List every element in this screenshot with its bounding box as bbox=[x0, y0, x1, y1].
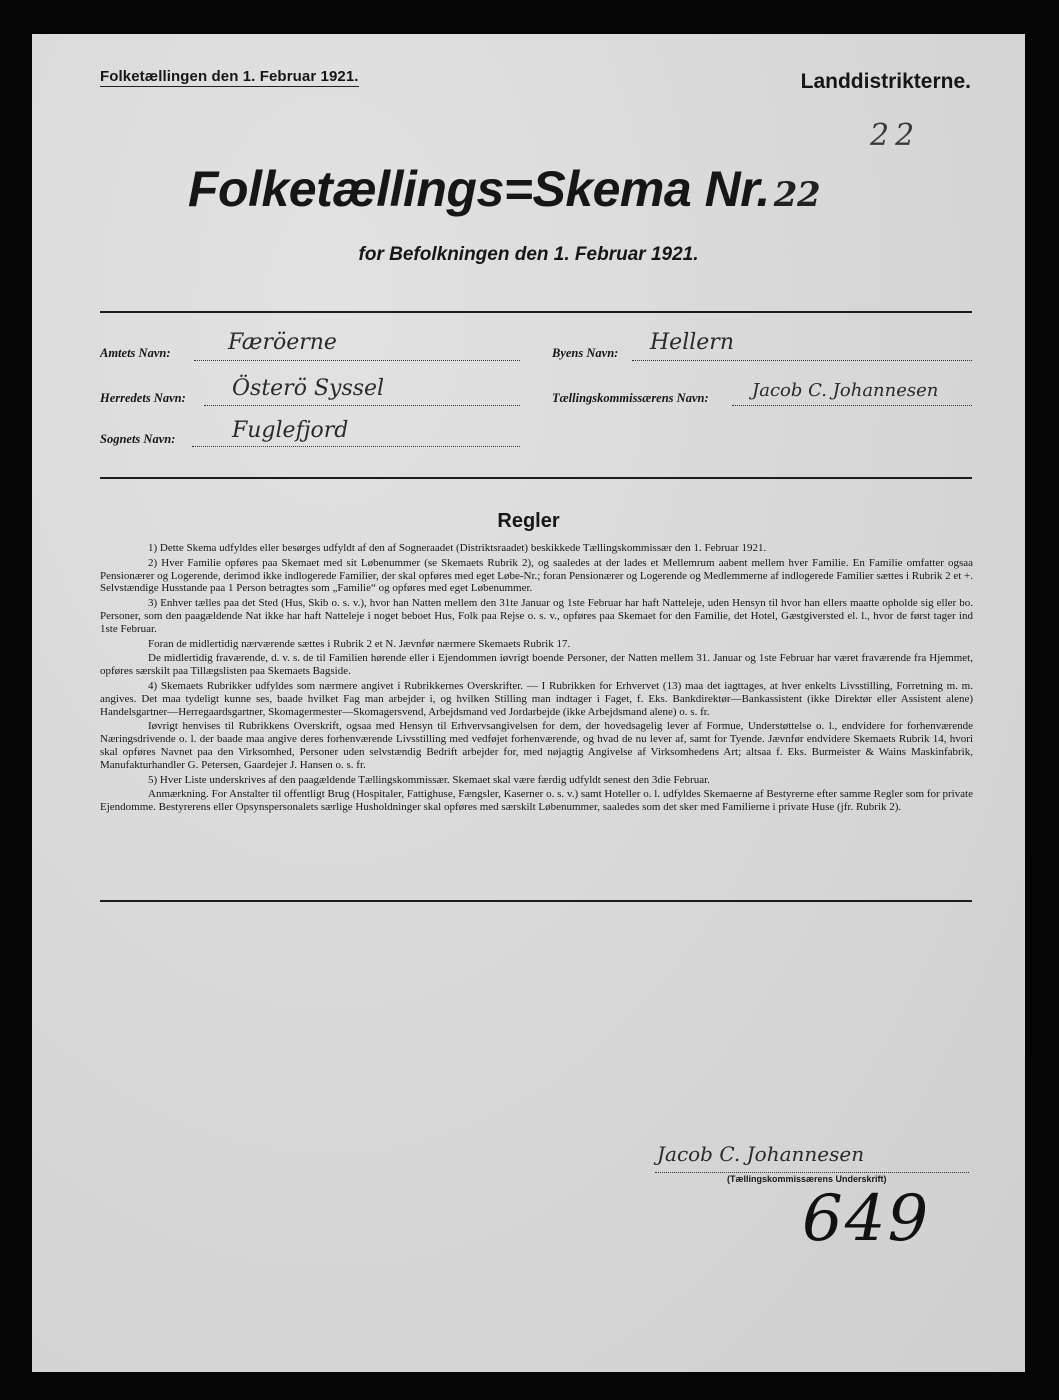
herred-label: Herredets Navn: bbox=[100, 391, 186, 405]
fields-divider bbox=[100, 477, 972, 479]
amt-label: Amtets Navn: bbox=[100, 346, 171, 360]
rule-paragraph: 5) Hver Liste underskrives af den paagældende Tællingskommissær. Skemaet skal være færdig udfyldt senest den 3die Februar. bbox=[148, 773, 710, 786]
signature-caption: (Tællingskommissærens Underskrift) bbox=[727, 1174, 887, 1184]
kommissaer-line bbox=[732, 405, 972, 406]
rules-text bbox=[100, 542, 973, 816]
kommissaer-value[interactable]: Jacob C. Johannesen bbox=[752, 380, 939, 401]
census-form-sheet bbox=[32, 34, 1025, 1372]
rule-paragraph: 2) Hver Familie opføres paa Skemaet med sit Løbenummer (se Skemaets Rubrik 2), og saaledes at der lades et Mellemrum aabent mellem hver Familie. En Familie omfatter ogsaa Pensionærer og Logerende, derimod ikke indlogerede Familier, der skal opføres med eget Løbe-Nr.; foran Pensionærer og Logerende og Medlemmerne af indlogerede Familier sættes i Rubrik 2 et +. Selvstændige Husstande paa 1 Person betragtes som „Familie“ og opføres med eget Løbenummer. bbox=[100, 556, 973, 595]
sogn-line bbox=[192, 446, 520, 447]
form-title bbox=[188, 160, 820, 218]
district-type-header: Landdistrikterne. bbox=[800, 70, 971, 93]
sogn-value[interactable]: Fuglefjord bbox=[232, 418, 349, 443]
amt-value[interactable]: Færöerne bbox=[228, 330, 337, 355]
by-line bbox=[632, 360, 972, 361]
by-value[interactable]: Hellern bbox=[650, 330, 734, 355]
rule-paragraph: 4) Skemaets Rubrikker udfyldes som nærmere angivet i Rubrikkernes Overskrifter. — I Rubrikken for Erhvervet (13) maa det iagttages, at hver enkelts Livsstilling, Forretning m. m. angives. Det maa tydeligt kunne ses, baade hvilket Fag man arbejder i, og hvilken Stilling man indtager i Faget, f. Eks. Bankdirektør—Bankassistent (ikke Direktør eller Assistent alene) Handelsgartner—Herregaardsgartner, Skomagermester—Skomagersvend, Arbejdsmand ved Jordarbejde (ikke Arbejdsmand alene) o. s. fr. bbox=[100, 679, 973, 718]
rules-bottom-divider bbox=[100, 900, 972, 902]
form-number: 22 bbox=[773, 175, 821, 215]
rule-paragraph: Iøvrigt henvises til Rubrikkens Overskrift, ogsaa med Hensyn til Erhvervsangivelsen for dem, der hovedsagelig lever af Formue, Understøttelse o. l., endvidere for forhenværende Næringsdrivende o. l. der baade maa angive deres forhenværende Livsstilling med vedføjet forhenværende, og hvad de nu lever af, samt for Tyende. Jævnfør endvidere Skemaets Rubrik 14, hvori skal opføres Navnet paa den Virksomhed, Personer uden selvstændig Bedrift arbejder for, med nøjagtig Angivelse af Virksomhedens Art; altsaa f. Eks. Burmeister & Wains Maskinfabrik, Manufakturhandler G. Petersen, Gaardejer J. Hansen o. s. fr. bbox=[100, 720, 973, 771]
rule-paragraph: 3) Enhver tælles paa det Sted (Hus, Skib o. s. v.), hvor han Natten mellem den 31te Januar og 1ste Februar har haft Natteleje, uden Hensyn til hvor han ellers maatte opholde sig eller bo. Personer, som den paagældende Nat ikke har haft Natteleje i noget beboet Hus, Folk paa Rejse o. s. v., opføres paa Skemaet for den Familie, det Hotel, Gæstgiversted el. l., hvor de først tager ind 1ste Februar. bbox=[100, 597, 973, 635]
form-subtitle: for Befolkningen den 1. Februar 1921. bbox=[358, 244, 699, 265]
rule-paragraph: De midlertidig fraværende, d. v. s. de til Familien hørende eller i Ejendommen iøvrigt boende Personer, der Natten mellem 31. Januar og 1ste Februar har været fraværende fra Hjemmet, opføres særskilt paa Tillægslisten paa Skemaets Bagside. bbox=[100, 652, 973, 678]
top-divider bbox=[100, 311, 972, 313]
amt-line bbox=[194, 360, 520, 361]
form-title-text: Folketællings=Skema Nr. bbox=[188, 161, 770, 217]
kommissaer-label: Tællingskommissærens Navn: bbox=[552, 391, 709, 405]
handwritten-page-number: 649 bbox=[802, 1182, 931, 1256]
by-label: Byens Navn: bbox=[552, 346, 619, 360]
sogn-label: Sognets Navn: bbox=[100, 432, 176, 446]
signature-line bbox=[655, 1172, 969, 1173]
herred-line bbox=[204, 405, 520, 406]
rule-paragraph: Anmærkning. For Anstalter til offentligt Brug (Hospitaler, Fattighuse, Fængsler, Kaserner o. s. v.) samt Hoteller o. l. udfyldes Skemaerne af Bestyrerne efter samme Regler som for private Ejendomme. Bestyrerens eller Opsynspersonalets særlige Husholdninger skal opføres med særskilt Løbenummer, saaledes som det sker med Familierne i private Huse (jfr. Rubrik 2). bbox=[100, 788, 973, 814]
census-date-header: Folketællingen den 1. Februar 1921. bbox=[100, 68, 359, 85]
rule-paragraph: Foran de midlertidig nærværende sættes i Rubrik 2 et N. Jævnfør nærmere Skemaets Rubrik 17. bbox=[148, 637, 571, 650]
rule-paragraph: 1) Dette Skema udfyldes eller besørges udfyldt af den af Sogneraadet (Distriktsraadet) beskikkede Tællingskommissær den 1. Februar 1921. bbox=[148, 542, 767, 554]
handwritten-corner-number: 22 bbox=[870, 118, 921, 153]
herred-value[interactable]: Österö Syssel bbox=[232, 376, 385, 401]
rules-heading: Regler bbox=[497, 510, 560, 532]
commissioner-signature: Jacob C. Johannesen bbox=[657, 1142, 865, 1166]
